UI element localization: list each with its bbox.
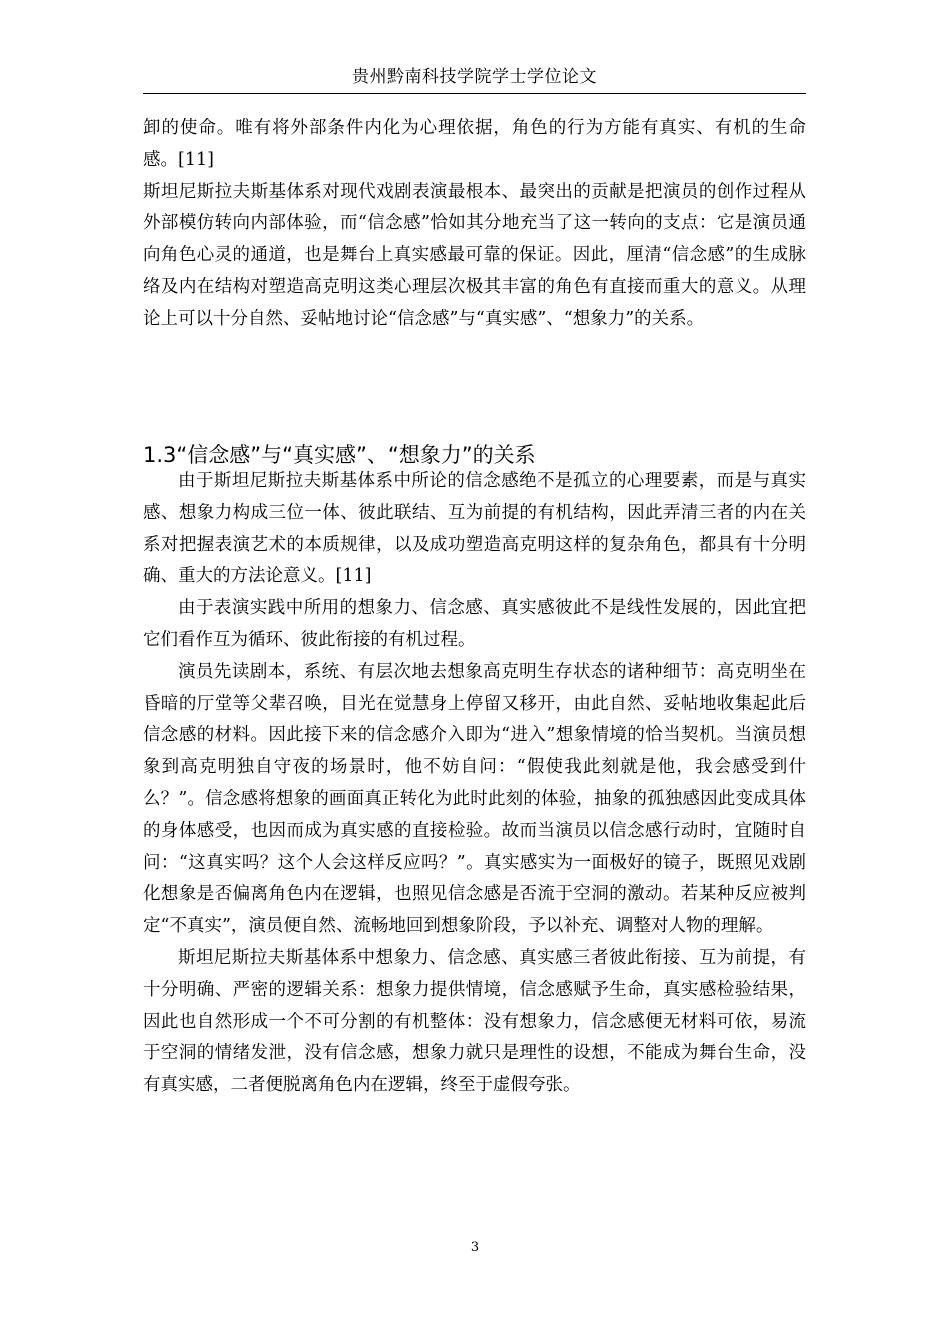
section-heading: 1.3“信念感”与“真实感”、“想象力”的关系 xyxy=(143,443,536,467)
section-body xyxy=(143,466,806,1102)
paragraph: 由于表演实践中所用的想象力、信念感、真实感彼此不是线性发展的，因此宜把它们看作互为循环、彼此衔接的有机过程。 xyxy=(143,598,806,650)
running-header: 贵州黔南科技学院学士学位论文 xyxy=(352,67,597,87)
body-text-top xyxy=(143,113,806,336)
paragraph: 演员先读剧本，系统、有层次地去想象高克明生存状态的诸种细节：高克明坐在昏暗的厅堂等父辈召唤，目光在觉慧身上停留又移开，由此自然、妥帖地收集起此后信念感的材料。因此接下来的信念感介入即为“进入”想象情境的恰当契机。当演员想象到高克明独自守夜的场景时，他不妨自问：“假使我此刻就是他，我会感受到什么？”。信念感将想象的画面真正转化为此时此刻的体验，抽象的孤独感因此变成具体的身体感受，也因而成为真实感的直接检验。故而当演员以信念感行动时，宜随时自问：“这真实吗？这个人会这样反应吗？”。真实感实为一面极好的镜子，既照见戏剧化想象是否偏离角色内在逻辑，也照见信念感是否流于空洞的激动。若某种反应被判定“不真实”，演员便自然、流畅地回到想象阶段，予以补充、调整对人物的理解。 xyxy=(143,661,806,937)
paragraph-continuation: 卸的使命。唯有将外部条件内化为心理依据，角色的行为方能有真实、有机的生命感。[11] xyxy=(143,118,806,170)
page-number: 3 xyxy=(470,1240,480,1255)
header-rule xyxy=(143,93,806,94)
paragraph: 斯坦尼斯拉夫斯基体系中想象力、信念感、真实感三者彼此衔接、互为前提，有十分明确、严密的逻辑关系：想象力提供情境，信念感赋予生命，真实感检验结果，因此也自然形成一个不可分割的有机整体：没有想象力，信念感便无材料可依，易流于空洞的情绪发泄，没有信念感，想象力就只是理性的设想，不能成为舞台生命，没有真实感，二者便脱离角色内在逻辑，终至于虚假夸张。 xyxy=(143,947,806,1096)
paragraph: 由于斯坦尼斯拉夫斯基体系中所论的信念感绝不是孤立的心理要素，而是与真实感、想象力构成三位一体、彼此联结、互为前提的有机结构，因此弄清三者的内在关系对把握表演艺术的本质规律，以及成功塑造高克明这样的复杂角色，都具有十分明确、重大的方法论意义。[11] xyxy=(143,471,806,587)
paragraph: 斯坦尼斯拉夫斯基体系对现代戏剧表演最根本、最突出的贡献是把演员的创作过程从外部模仿转向内部体验，而“信念感”恰如其分地充当了这一转向的支点：它是演员通向角色心灵的通道，也是舞台上真实感最可靠的保证。因此，厘清“信念感”的生成脉络及内在结构对塑造高克明这类心理层次极其丰富的角色有直接而重大的意义。从理论上可以十分自然、妥帖地讨论“信念感”与“真实感”、“想象力”的关系。 xyxy=(143,181,806,329)
